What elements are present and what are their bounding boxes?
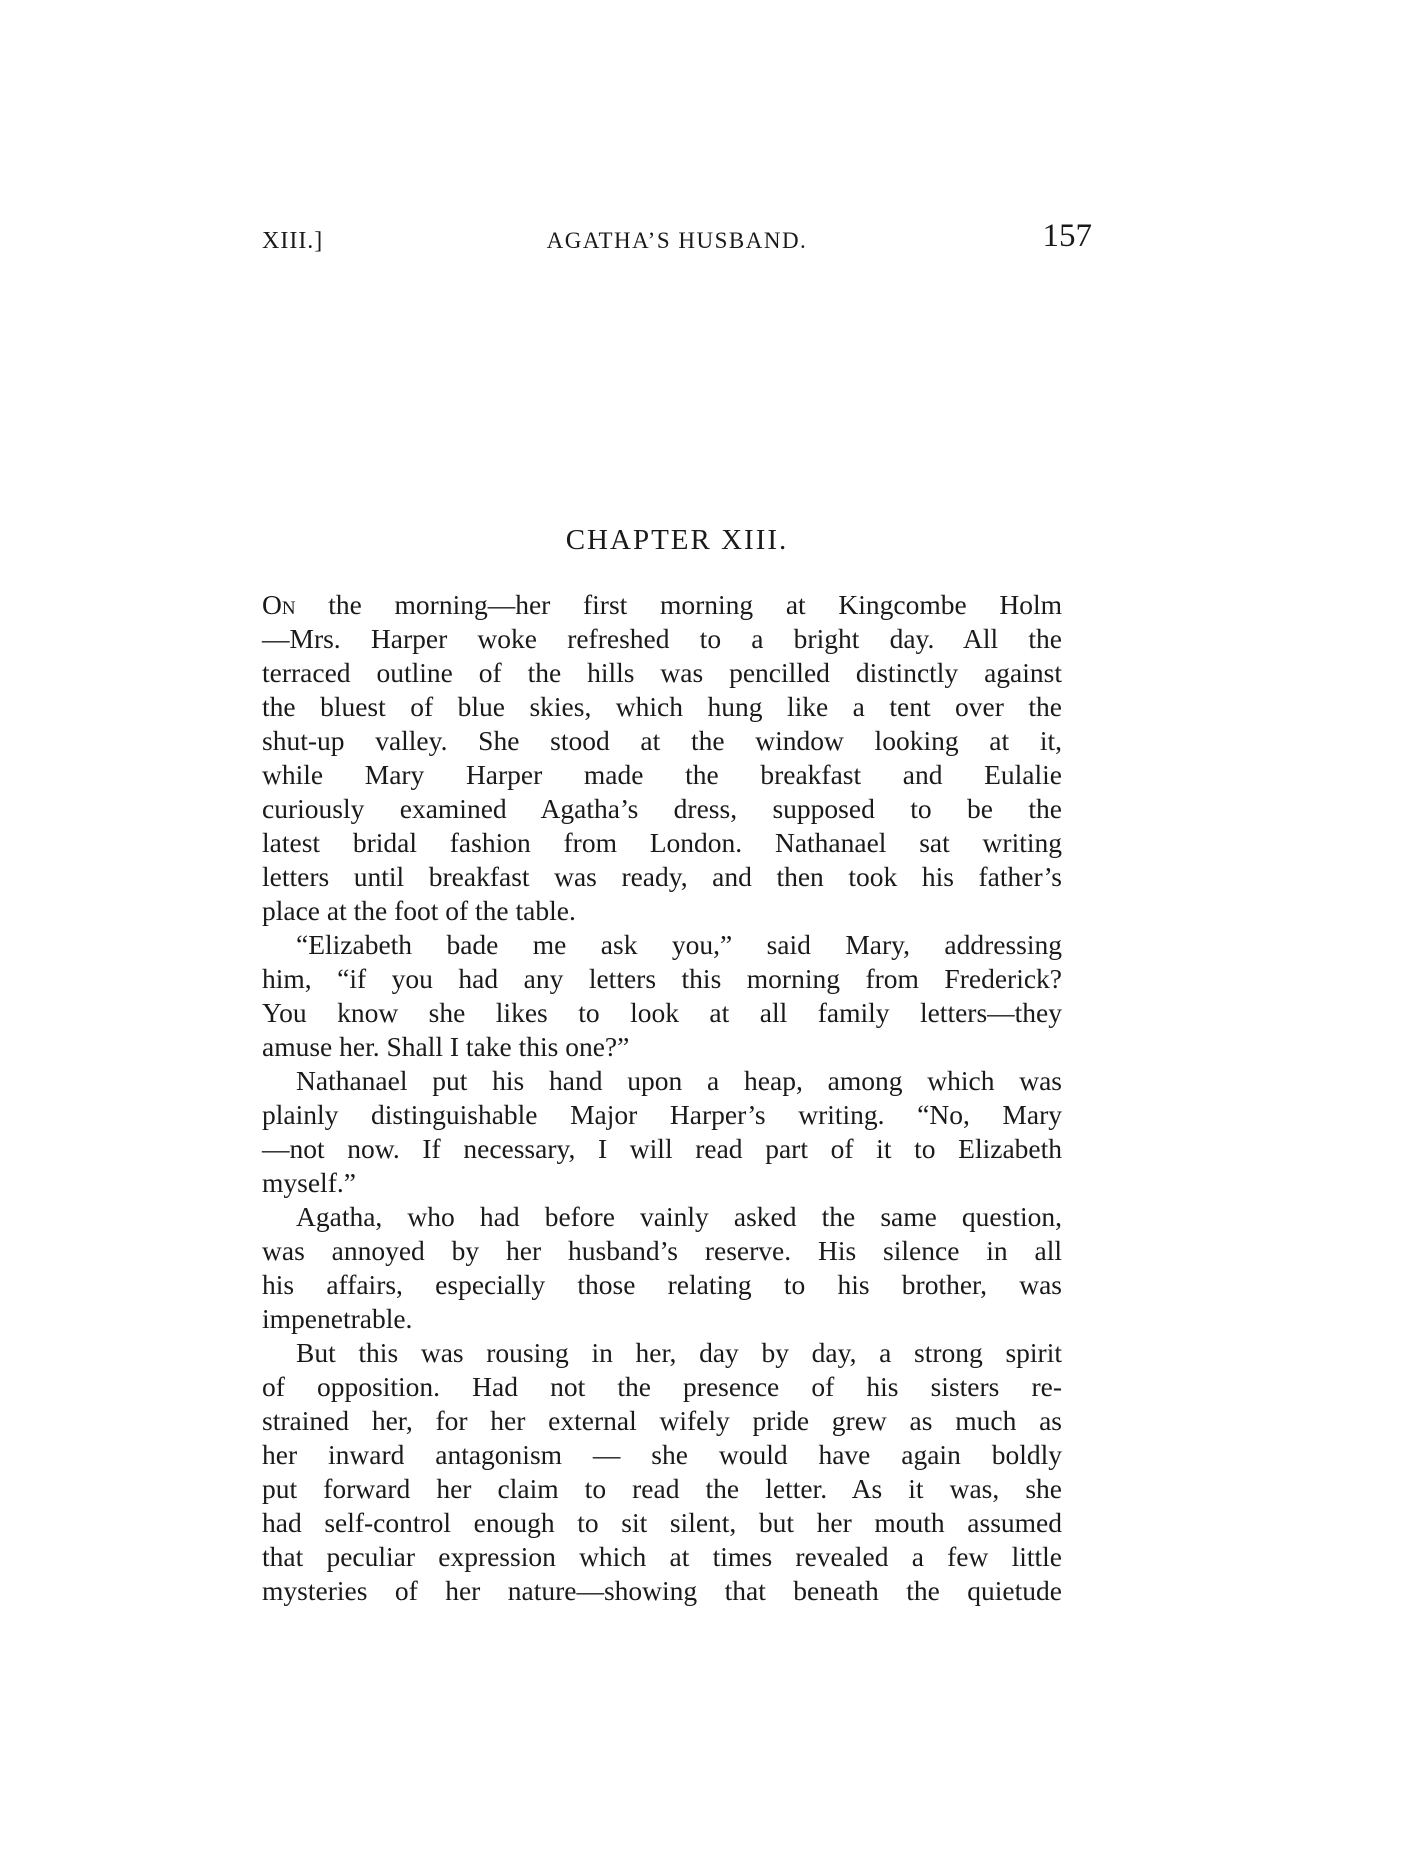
text-line-content: “Elizabeth bade me ask you,” said Mary, addressing: [296, 929, 1062, 960]
text-line-content: that peculiar expression which at times revealed a few little: [262, 1541, 1062, 1572]
text-line-content: him, “if you had any letters this morning from Frederick?: [262, 963, 1062, 994]
running-head: [262, 218, 1092, 262]
text-line: [262, 1030, 1062, 1064]
text-line-content: —not now. If necessary, I will read part of it to Elizabeth: [262, 1133, 1062, 1164]
text-line: [262, 1200, 1062, 1234]
chapter-number-header: XIII.]: [262, 228, 324, 254]
text-line: [262, 1574, 1062, 1608]
text-line-content: You know she likes to look at all family letters—they: [262, 997, 1062, 1028]
text-line: [262, 894, 1062, 928]
text-line-content: impenetrable.: [262, 1303, 413, 1334]
text-line-content: letters until breakfast was ready, and then took his father’s: [262, 861, 1062, 892]
text-line-content: was annoyed by her husband’s reserve. His silence in all: [262, 1235, 1062, 1266]
text-line: [262, 1132, 1062, 1166]
text-line: [262, 792, 1062, 826]
text-line: [262, 690, 1062, 724]
text-line: [262, 928, 1062, 962]
text-line-content: amuse her. Shall I take this one?”: [262, 1031, 630, 1062]
text-line: [262, 1268, 1062, 1302]
text-line-content: myself.”: [262, 1167, 356, 1198]
text-line-content: —Mrs. Harper woke refreshed to a bright day. All the: [262, 623, 1062, 654]
text-line: [262, 1098, 1062, 1132]
text-line: [262, 724, 1062, 758]
text-line: [262, 1506, 1062, 1540]
text-line-content: the morning—her first morning at Kingcombe Holm: [328, 589, 1062, 620]
text-line-content: strained her, for her external wifely pride grew as much as: [262, 1405, 1062, 1436]
text-line-content: shut-up valley. She stood at the window looking at it,: [262, 725, 1062, 756]
text-line: [262, 1234, 1062, 1268]
text-line: [262, 860, 1062, 894]
text-line-content: latest bridal fashion from London. Nathanael sat writing: [262, 827, 1062, 858]
body-text: [262, 588, 1062, 1608]
text-line: [262, 656, 1062, 690]
text-line-content: But this was rousing in her, day by day, a strong spirit: [296, 1337, 1062, 1368]
text-line-content: his affairs, especially those relating to his brother, was: [262, 1269, 1062, 1300]
text-line: [262, 1302, 1062, 1336]
text-line-content: mysteries of her nature—showing that beneath the quietude: [262, 1575, 1062, 1606]
text-line: [262, 826, 1062, 860]
text-line: [262, 962, 1062, 996]
book-title-header: AGATHA’S HUSBAND.: [546, 228, 808, 253]
text-line-content: Agatha, who had before vainly asked the same question,: [296, 1201, 1062, 1232]
chapter-opening-word: On: [262, 589, 329, 620]
text-line-content: place at the foot of the table.: [262, 895, 576, 926]
text-line: [262, 1472, 1062, 1506]
text-line-content: curiously examined Agatha’s dress, supposed to be the: [262, 793, 1062, 824]
text-line: [262, 1336, 1062, 1370]
text-line-content: while Mary Harper made the breakfast and Eulalie: [262, 759, 1062, 790]
text-line-content: her inward antagonism — she would have again boldly: [262, 1439, 1062, 1470]
text-line: [262, 1540, 1062, 1574]
text-line-content: had self-control enough to sit silent, but her mouth assumed: [262, 1507, 1062, 1538]
text-line: [262, 588, 1062, 622]
text-line-content: plainly distinguishable Major Harper’s writing. “No, Mary: [262, 1099, 1062, 1130]
text-line: [262, 1166, 1062, 1200]
text-line-content: Nathanael put his hand upon a heap, among which was: [296, 1065, 1062, 1096]
text-line: [262, 758, 1062, 792]
text-line-content: put forward her claim to read the letter. As it was, she: [262, 1473, 1062, 1504]
chapter-heading: CHAPTER XIII.: [565, 524, 789, 556]
page-number: 157: [1042, 218, 1092, 254]
text-line: [262, 1064, 1062, 1098]
text-line: [262, 622, 1062, 656]
text-line: [262, 1404, 1062, 1438]
text-line: [262, 996, 1062, 1030]
text-line: [262, 1370, 1062, 1404]
text-line-content: terraced outline of the hills was pencilled distinctly against: [262, 657, 1062, 688]
text-line: [262, 1438, 1062, 1472]
text-line-content: the bluest of blue skies, which hung like a tent over the: [262, 691, 1062, 722]
text-line-content: of opposition. Had not the presence of his sisters re-: [262, 1371, 1062, 1402]
